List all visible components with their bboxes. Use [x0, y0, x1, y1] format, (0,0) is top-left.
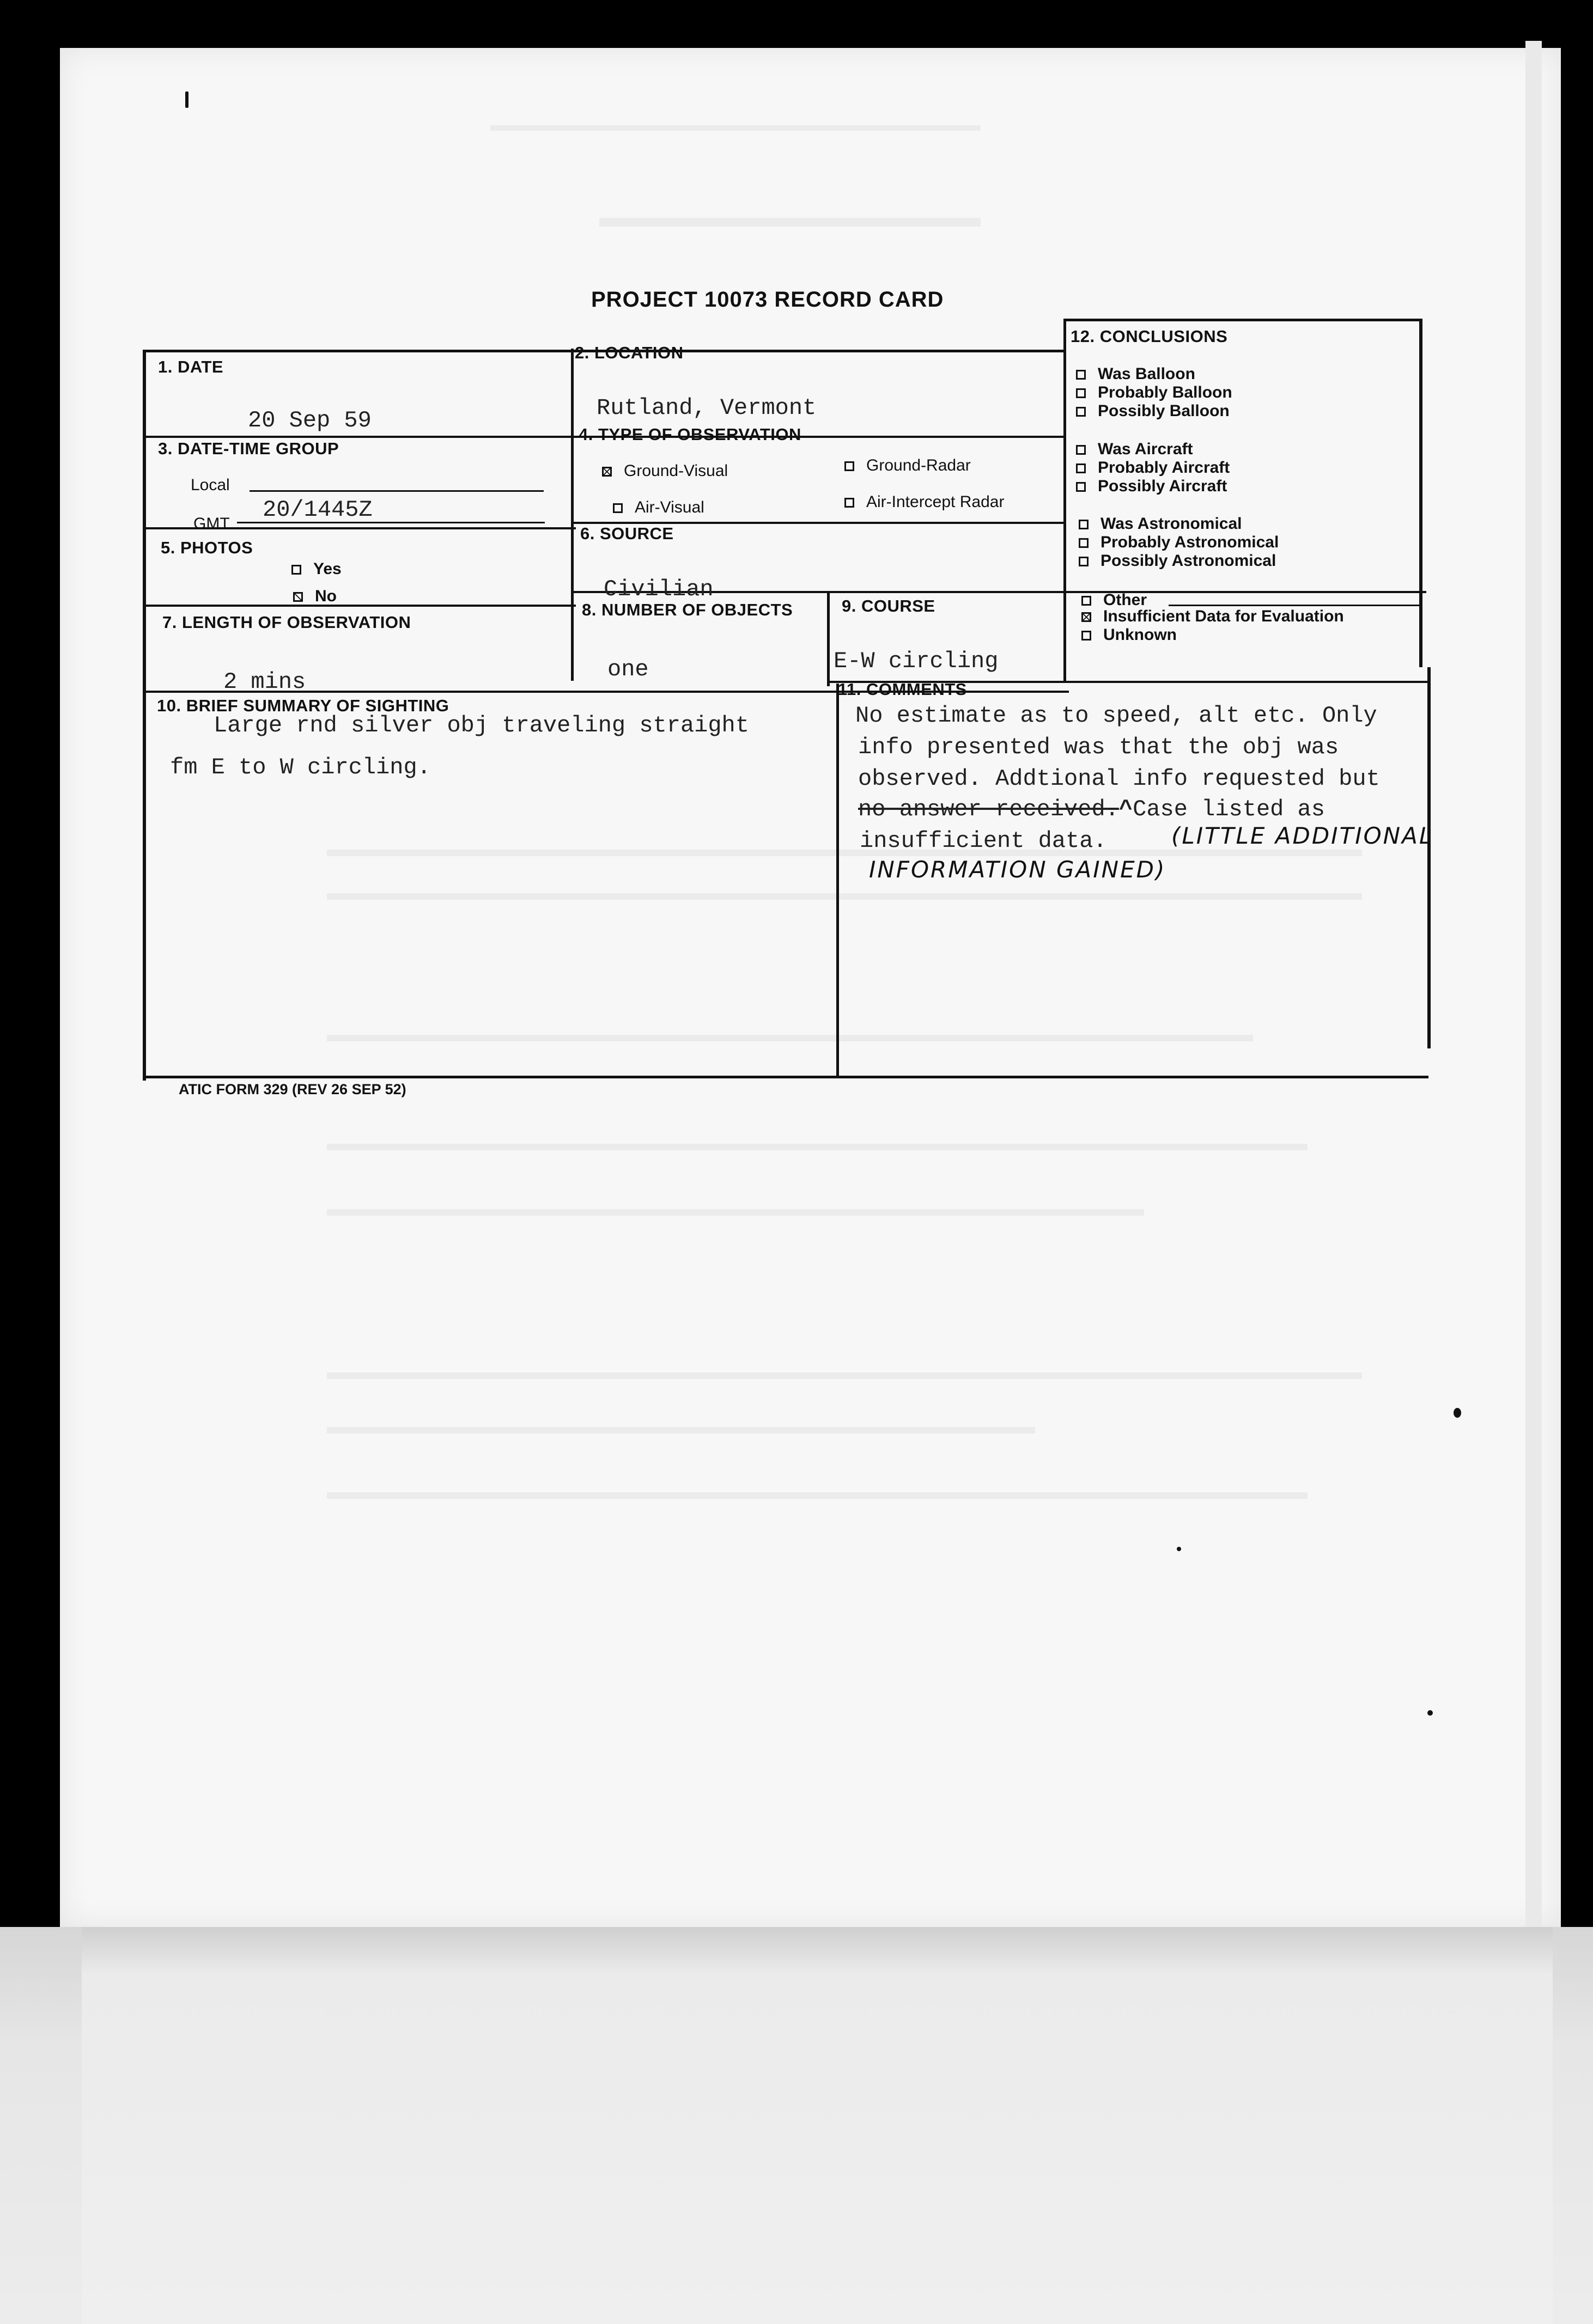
- checkbox-icon: [1076, 388, 1086, 398]
- obs-ground-radar-label: Ground-Radar: [866, 456, 971, 474]
- conclusion-label: Possibly Balloon: [1098, 402, 1230, 420]
- comments-line-3: observed. Addtional info requested but: [858, 766, 1380, 792]
- conclusion-label: Was Balloon: [1098, 365, 1195, 383]
- gmt-value: 20/1445Z: [263, 497, 373, 523]
- checkbox-icon: [1076, 370, 1086, 380]
- source-label: 6. SOURCE: [580, 524, 674, 543]
- type-obs-label: 4. TYPE OF OBSERVATION: [579, 425, 801, 444]
- checkbox-checked-icon: [1081, 612, 1091, 622]
- form-footer: ATIC FORM 329 (REV 26 SEP 52): [179, 1081, 406, 1097]
- obs-air-visual-label: Air-Visual: [635, 498, 704, 516]
- conclusion-item: [1076, 440, 1230, 459]
- length-label: 7. LENGTH OF OBSERVATION: [162, 613, 411, 632]
- checkbox-icon: [1079, 520, 1089, 529]
- photos-yes: [291, 560, 342, 578]
- checkbox-icon: [1081, 596, 1091, 606]
- conclusion-label: Possibly Astronomical: [1100, 552, 1276, 570]
- conclusion-label: Probably Aircraft: [1098, 459, 1230, 477]
- divider-v2: [1063, 319, 1066, 681]
- other-line: [1169, 605, 1419, 606]
- photos-yes-label: Yes: [313, 560, 342, 578]
- comments-label: 11. COMMENTS: [838, 680, 967, 699]
- checkbox-checked-icon: [293, 592, 303, 602]
- struck-text: no answer received.: [858, 796, 1119, 822]
- conclusions-label: 12. CONCLUSIONS: [1071, 327, 1228, 346]
- conclusions-final-group: [1081, 607, 1344, 644]
- paper-edge: [1525, 41, 1542, 1931]
- comments-line-1: No estimate as to speed, alt etc. Only: [855, 703, 1377, 729]
- card-border-bottom: [143, 1076, 1428, 1078]
- conclusion-label: Insufficient Data for Evaluation: [1103, 607, 1344, 625]
- conclusion-item: [1076, 477, 1230, 496]
- obs-ground-visual: [602, 462, 728, 480]
- divider-h4: [143, 605, 576, 607]
- checkbox-icon: [1079, 538, 1089, 548]
- card-border-left: [143, 350, 146, 1081]
- divider-v4: [836, 684, 839, 1078]
- conclusion-item: [1076, 365, 1232, 383]
- checkbox-icon: [844, 498, 854, 508]
- date-value: 20 Sep 59: [248, 407, 372, 434]
- divider-v1: [571, 349, 574, 681]
- card-title: PROJECT 10073 RECORD CARD: [591, 288, 944, 312]
- obs-air-intercept-radar: [844, 493, 1004, 511]
- date-label: 1. DATE: [158, 357, 224, 376]
- conclusion-item: [1081, 607, 1344, 626]
- divider-v3: [827, 591, 830, 686]
- local-label: Local: [191, 476, 230, 494]
- paper-sheet: [60, 48, 1561, 1927]
- summary-label: 10. BRIEF SUMMARY OF SIGHTING: [157, 696, 449, 715]
- gmt-label: GMT: [193, 515, 230, 533]
- speck: [1427, 1710, 1433, 1716]
- card-border-right-lower: [1427, 667, 1431, 1048]
- checkbox-icon: [844, 461, 854, 471]
- conclusions-astronomical-group: [1079, 515, 1279, 570]
- conclusion-label: Possibly Aircraft: [1098, 477, 1227, 495]
- comments-line-2: info presented was that the obj was: [858, 734, 1339, 760]
- comments-line-4-rest: Case listed as: [1133, 796, 1325, 822]
- conclusions-aircraft-group: [1076, 440, 1230, 496]
- summary-line-1: Large rnd silver obj traveling straight: [214, 712, 749, 739]
- speck: [1177, 1547, 1181, 1551]
- comments-line-5: insufficient data.: [860, 828, 1107, 854]
- speck: [185, 92, 189, 108]
- checkbox-icon: [1076, 463, 1086, 473]
- obs-ground-radar: [844, 456, 971, 475]
- conclusion-item: [1079, 552, 1279, 570]
- handwritten-note-1: (LITTLE ADDITIONAL: [1171, 822, 1434, 849]
- checkbox-icon: [1076, 445, 1086, 455]
- conclusion-label: Unknown: [1103, 626, 1177, 644]
- conclusion-other-label: Other: [1103, 591, 1147, 609]
- card-border-right-upper: [1419, 319, 1422, 667]
- checkbox-icon: [291, 565, 301, 575]
- conclusion-label: Probably Astronomical: [1100, 533, 1279, 551]
- conclusion-item: [1081, 626, 1344, 644]
- num-objects-value: one: [607, 656, 649, 682]
- summary-line-2: fm E to W circling.: [170, 754, 431, 780]
- photos-no: [293, 587, 337, 606]
- conclusion-label: Was Aircraft: [1098, 440, 1193, 458]
- conclusion-item: [1079, 533, 1279, 552]
- checkbox-checked-icon: [602, 467, 612, 477]
- local-line: [250, 490, 544, 492]
- dtg-label: 3. DATE-TIME GROUP: [158, 439, 339, 458]
- conclusion-other: [1081, 591, 1147, 609]
- obs-air-intercept-label: Air-Intercept Radar: [866, 493, 1005, 511]
- checkbox-icon: [1076, 407, 1086, 417]
- photos-no-label: No: [315, 587, 337, 605]
- location-value: Rutland, Vermont: [597, 395, 817, 421]
- photos-label: 5. PHOTOS: [161, 538, 253, 557]
- obs-ground-visual-label: Ground-Visual: [624, 462, 728, 480]
- course-value: E-W circling: [834, 648, 999, 674]
- course-label: 9. COURSE: [842, 596, 935, 615]
- checkbox-icon: [1081, 631, 1091, 641]
- handwritten-note-2: INFORMATION GAINED): [869, 856, 1166, 883]
- conclusions-balloon-group: [1076, 365, 1232, 420]
- location-label: 2. LOCATION: [575, 343, 684, 362]
- conclusion-item: [1076, 459, 1230, 477]
- card-border-top-right: [1063, 319, 1422, 321]
- obs-air-visual: [613, 498, 704, 517]
- checkbox-icon: [1079, 557, 1089, 566]
- conclusion-item: [1076, 402, 1232, 420]
- lower-sheet-inner: [82, 1927, 1553, 2324]
- conclusion-item: [1079, 515, 1279, 533]
- num-objects-label: 8. NUMBER OF OBJECTS: [582, 600, 793, 619]
- conclusion-item: [1076, 383, 1232, 402]
- checkbox-icon: [613, 503, 623, 513]
- conclusion-label: Probably Balloon: [1098, 383, 1232, 401]
- checkbox-icon: [1076, 482, 1086, 492]
- conclusion-label: Was Astronomical: [1100, 515, 1242, 533]
- comments-line-4: [858, 796, 1325, 822]
- caret-mark: ^: [1118, 796, 1133, 822]
- speck: [1454, 1408, 1461, 1418]
- source-value: Civilian: [604, 576, 714, 602]
- length-value: 2 mins: [223, 669, 306, 695]
